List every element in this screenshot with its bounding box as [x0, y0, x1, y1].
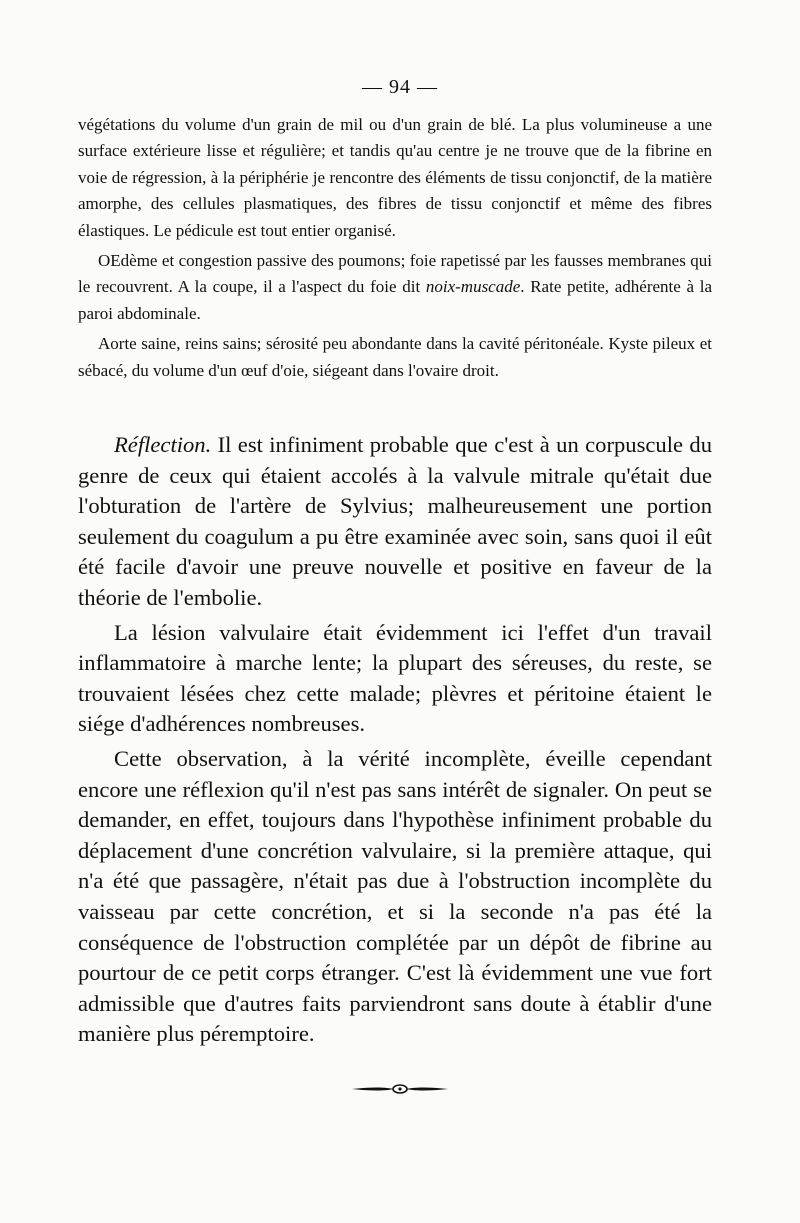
page-number: — 94 — [362, 76, 438, 98]
case-paragraph-aorta-kidneys: Aorte saine, reins sains; sérosité peu abondante dans la cavité péritonéale. Kyste pileux et sébacé, du volume d'un œuf d'oie, siégeant dans l'ovaire droit. [78, 334, 712, 380]
tailpiece-ornament-graphic [350, 1082, 450, 1096]
case-paragraph-lungs-liver [78, 248, 712, 327]
reflection-paragraph-text: Il est infiniment probable que c'est à un corpuscule du genre de ceux qui étaient accolés à la valvule mitrale qu'était due l'obturation de l'artère de Sylvius; malheureusement une portion seulement du coagulum a pu être examinée avec soin, sans quoi il eût été facile d'avoir une preuve nouvelle et positive en faveur de la théorie de l'embolie. [78, 432, 712, 610]
case-notes-block [78, 112, 712, 384]
case-paragraph-vegetations: végétations du volume d'un grain de mil ou d'un grain de blé. La plus volumineuse a une surface extérieure lisse et régulière; et tandis qu'au centre je ne trouve que de la fibrine en voie de régression, à la périphérie je rencontre des éléments de tissu conjonctif, de la matière amorphe, des cellules plasmatiques, des fibres de tissu conjonctif et même des fibres élastiques. Le pédicule est tout entier organisé. [78, 115, 712, 240]
reflection-heading: Réflection. [114, 432, 212, 457]
tailpiece-ornament-icon [350, 1082, 450, 1096]
noix-muscade-term: noix-muscade [425, 277, 521, 297]
observation-paragraph: Cette observation, à la vérité incomplète, éveille cependant encore une réflexion qu'il n'est pas sans intérêt de signaler. On peut se demander, en effet, toujours dans l'hypothèse infiniment probable du déplacement d'une concrétion valvulaire, si la première attaque, qui n'a été que passagère, n'était pas due à l'obstruction incomplète du vaisseau par cette concrétion, et si la seconde n'a pas été la conséquence de l'obstruction complétée par un dépôt de fibrine au pourtour de ce petit corps étranger. C'est là évidemment une vue fort admissible que d'autres faits parviendront sans doute à établir d'une manière plus péremptoire. [78, 745, 712, 1047]
reflection-block [78, 430, 712, 1050]
case-paragraph-spleen-text: . Rate petite, adhérente à la paroi abdominale. [78, 277, 712, 323]
case-paragraph-lungs-liver-text: OEdème et congestion passive des poumons; foie rapetissé par les fausses membranes qui le recouvrent. A la coupe, il a l'aspect du foie dit [78, 251, 712, 297]
valvular-lesion-paragraph: La lésion valvulaire était évidemment ici l'effet d'un travail inflammatoire à marche lente; la plupart des séreuses, du reste, se trouvaient lésées chez cette malade; plèvres et péritoine étaient le siége d'adhérences nombreuses. [78, 619, 712, 737]
reflection-paragraph [78, 430, 712, 614]
